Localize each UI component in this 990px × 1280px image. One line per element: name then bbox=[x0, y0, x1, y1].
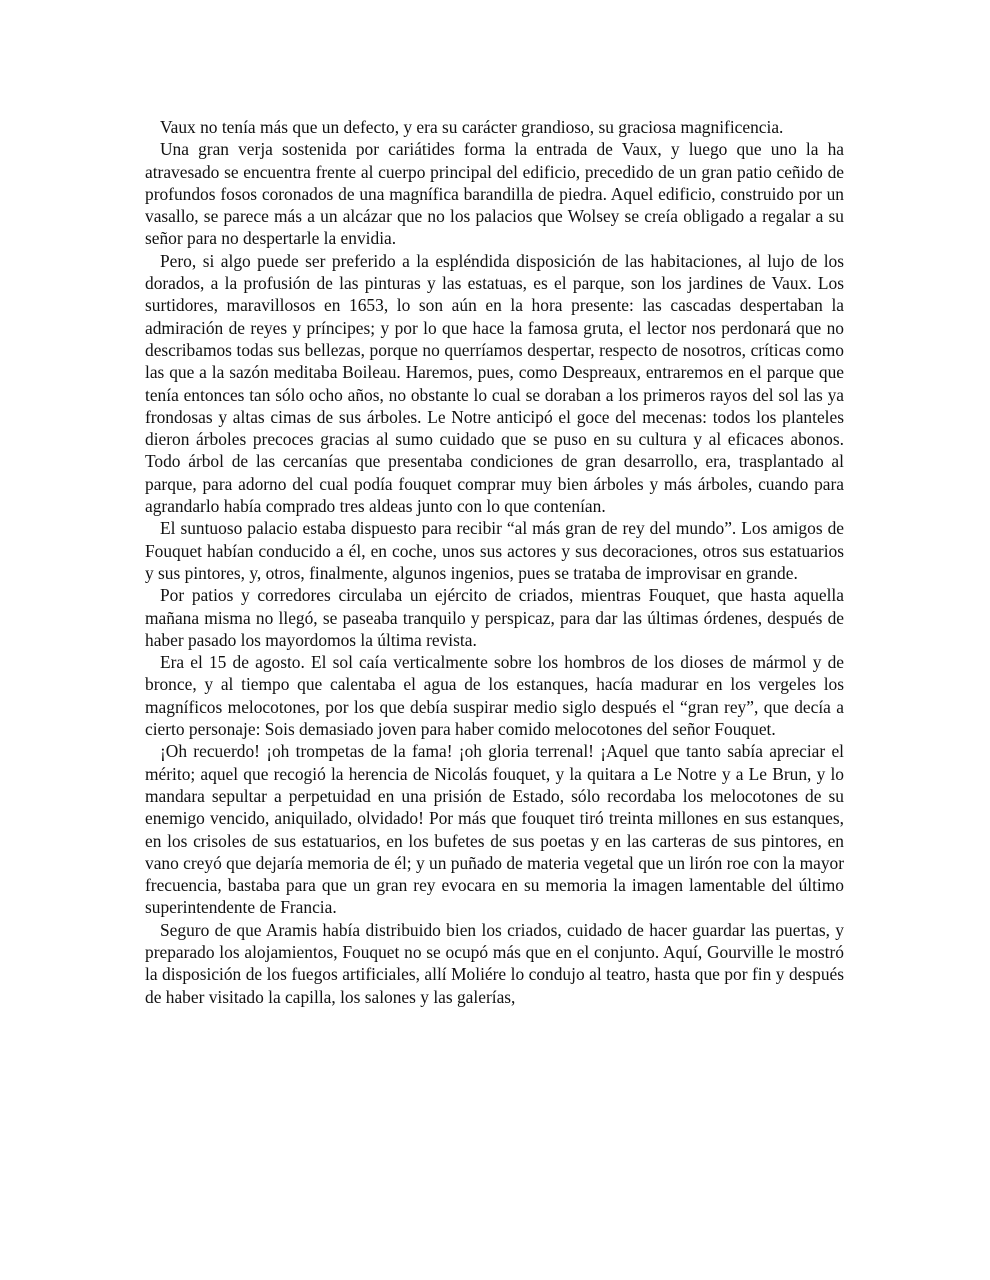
paragraph: El suntuoso palacio estaba dispuesto para recibir “al más gran de rey del mundo”. Los amigos de Fouquet habían conducido a él, en coche, unos sus actores y sus decoraciones, otros sus estatuarios y sus pintores, y, otros, finalmente, algunos ingenios, pues se trataba de improvisar en grande. bbox=[145, 518, 844, 583]
page-body bbox=[145, 116, 844, 1008]
paragraph: Seguro de que Aramis había distribuido bien los criados, cuidado de hacer guardar las puertas, y preparado los alojamientos, Fouquet no se ocupó más que en el conjunto. Aquí, Gourville le mostró la disposición de los fuegos artificiales, allí Moliére lo condujo al teatro, hasta que por fin y después de haber visitado la capilla, los salones y las galerías, bbox=[145, 919, 844, 1007]
paragraph: Pero, si algo puede ser preferido a la espléndida disposición de las habitaciones, al lujo de los dorados, a la profusión de las pinturas y las estatuas, es el parque, son los jardines de Vaux. Los surtidores, maravillosos en 1653, lo son aún en la hora presente: las cascadas despertaban la admiración de reyes y príncipes; y por lo que hace la famosa gruta, el lector nos perdonará que no describamos todas sus bellezas, porque no querríamos despertar, respecto de nosotros, críticas como las que a la sazón meditaba Boileau. Haremos, pues, como Despreaux, entraremos en el parque que tenía entonces tan sólo ocho años, no obstante lo cual se doraban a los primeros rayos del sol las ya frondosas y altas cimas de sus árboles. Le Notre anticipó el goce del mecenas: todos los planteles dieron árboles precoces gracias al sumo cuidado que se puso en su cultura y al eficaces abonos. Todo árbol de las cercanías que presentaba condiciones de gran desarrollo, era, trasplantado al parque, para adorno del cual podía fouquet comprar muy bien árboles y más árboles, cuando para agrandarlo había comprado tres aldeas junto con lo que contenían. bbox=[145, 250, 844, 517]
paragraph: Vaux no tenía más que un defecto, y era su carácter grandioso, su graciosa magnificencia. bbox=[160, 117, 784, 137]
paragraph: Una gran verja sostenida por cariátides forma la entrada de Vaux, y luego que uno la ha atravesado se encuentra frente al cuerpo principal del edificio, precedido de un gran patio ceñido de profundos fosos coronados de una magnífica barandilla de piedra. Aquel edificio, construido por un vasallo, se parece más a un alcázar que no los palacios que Wolsey se creía obligado a regalar a su señor para no despertarle la envidia. bbox=[145, 139, 844, 249]
paragraph: Era el 15 de agosto. El sol caía verticalmente sobre los hombros de los dioses de mármol y de bronce, y al tiempo que calentaba el agua de los estanques, hacía madurar en los vergeles los magníficos melocotones, por los que debía suspirar medio siglo después el “gran rey”, que decía a cierto personaje: Sois demasiado joven para haber comido melocotones del señor Fouquet. bbox=[145, 652, 844, 740]
paragraph: ¡Oh recuerdo! ¡oh trompetas de la fama! ¡oh gloria terrenal! ¡Aquel que tanto sabía apreciar el mérito; aquel que recogió la herencia de Nicolás fouquet, y la quitara a Le Notre y a Le Brun, y lo mandara sepultar a perpetuidad en una prisión de Estado, sólo recordaba los melocotones de su enemigo vencido, aniquilado, olvidado! Por más que fouquet tiró treinta millones en sus estanques, en los crisoles de sus estatuarios, en los bufetes de sus poetas y en las carteras de sus pintores, en vano creyó que dejaría memoria de él; y un puñado de materia vegetal que un lirón roe con la mayor frecuencia, bastaba para que un gran rey evocara en su memoria la imagen lamentable del último superintendente de Francia. bbox=[145, 741, 844, 918]
paragraph: Por patios y corredores circulaba un ejército de criados, mientras Fouquet, que hasta aquella mañana misma no llegó, se paseaba tranquilo y perspicaz, para dar las últimas órdenes, después de haber pasado los mayordomos la última revista. bbox=[145, 585, 844, 650]
